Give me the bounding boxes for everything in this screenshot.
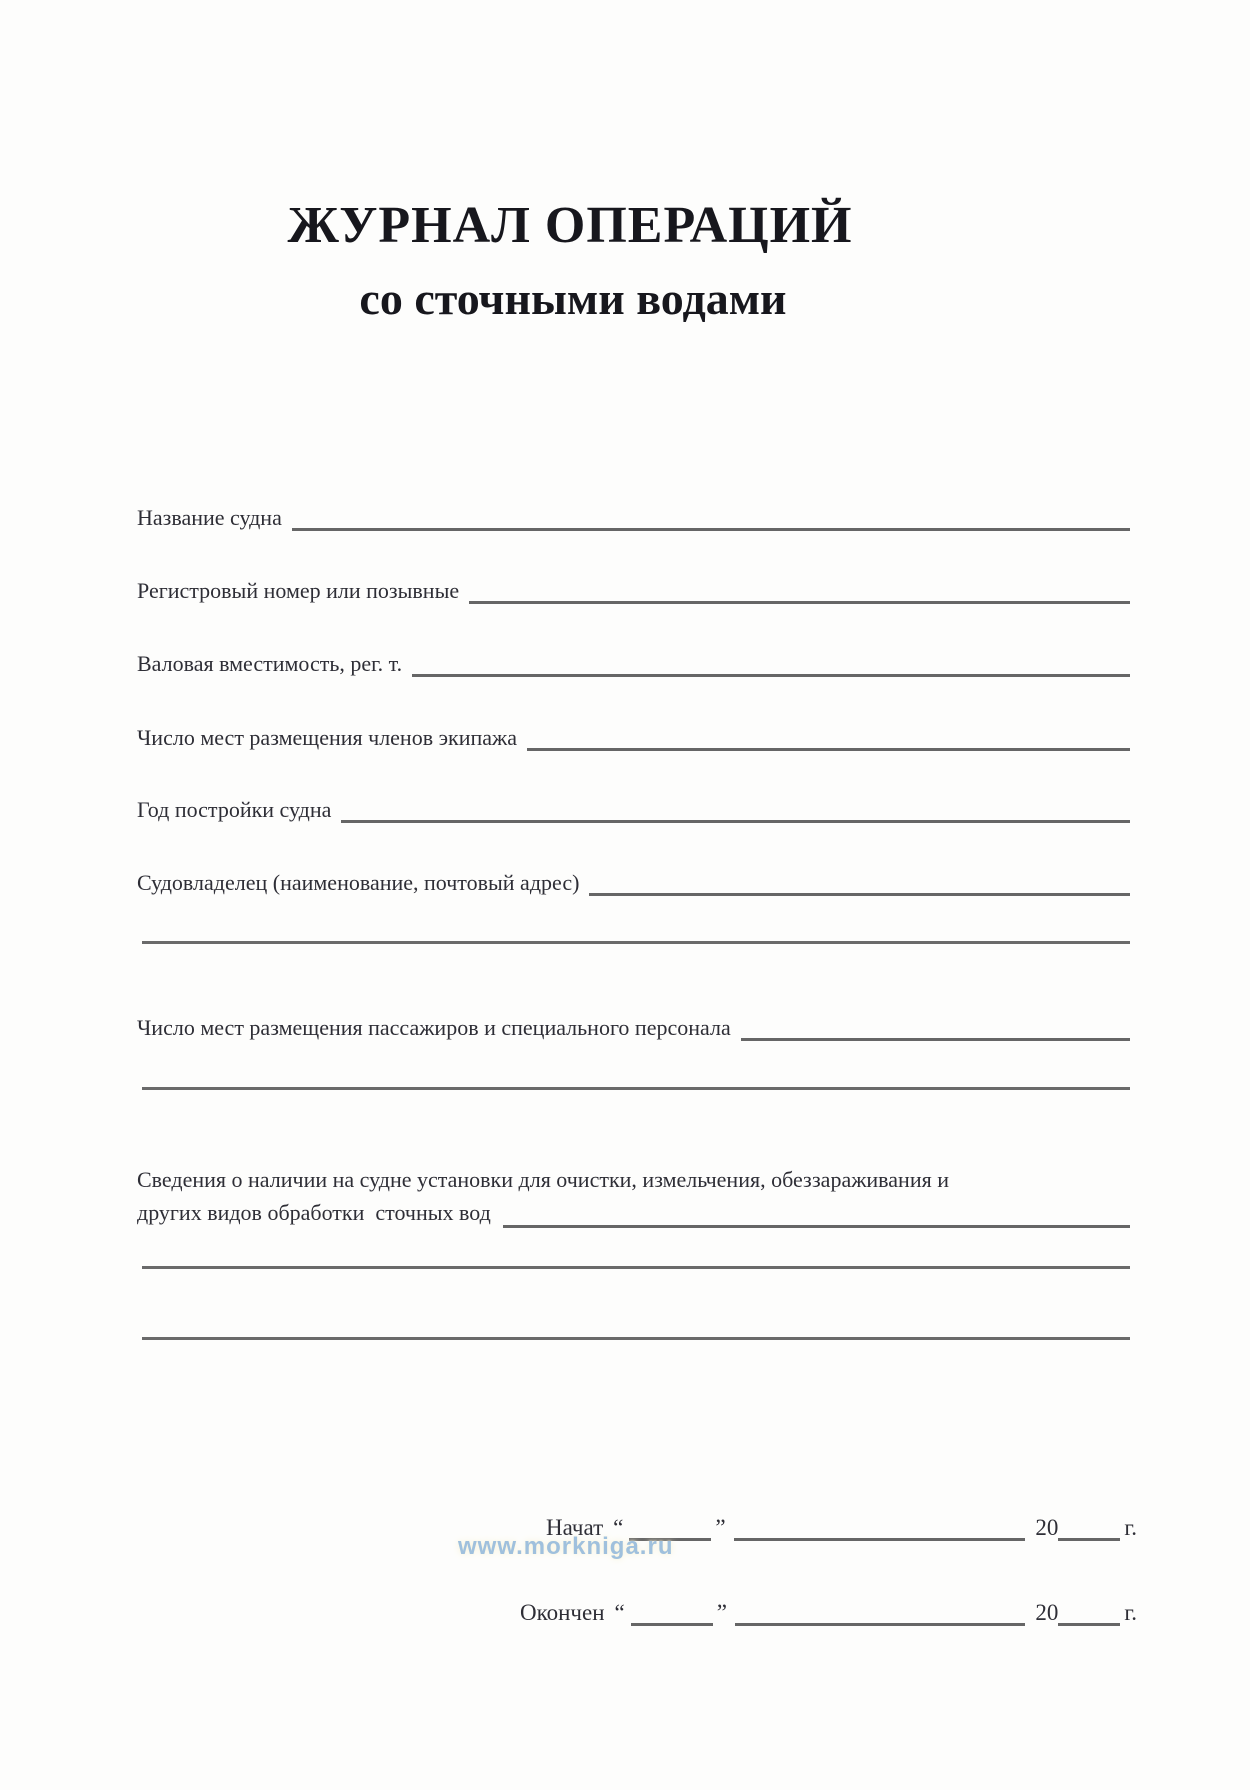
fill-in-line-full (142, 1087, 1130, 1090)
field-label: Число мест размещения членов экипажа (137, 725, 518, 750)
fill-in-line-full (142, 941, 1130, 944)
quote-close: ” (716, 1600, 727, 1625)
watermark: www.morkniga.ru (458, 1533, 674, 1560)
paragraph-line: других видов обработки сточных вод (137, 1200, 491, 1225)
finished-label: Окончен (520, 1600, 605, 1625)
field-label: Число мест размещения пассажиров и специального персонала (137, 1015, 731, 1040)
fill-in-line-full (142, 1337, 1130, 1340)
started-label: Начат (546, 1515, 604, 1540)
fill-in-line-full (142, 1266, 1130, 1269)
field-gross-tonnage (137, 646, 1130, 678)
year-suffix: г. (1124, 1515, 1137, 1540)
field-label: Регистровый номер или позывные (137, 578, 460, 603)
field-year-built (137, 792, 1130, 824)
quote-close: ” (715, 1515, 726, 1540)
quote-open: “ (613, 1515, 624, 1540)
field-registry-number (137, 573, 1130, 605)
quote-open: “ (614, 1600, 625, 1625)
field-label: Валовая вместимость, рег. т. (137, 651, 403, 676)
year-suffix: г. (1124, 1600, 1137, 1625)
century-prefix: 20 (1035, 1515, 1059, 1540)
field-label: Год постройки судна (137, 797, 332, 822)
century-prefix: 20 (1035, 1600, 1059, 1625)
field-label: Название судна (137, 505, 282, 530)
field-ship-name (137, 500, 1130, 532)
finished-date-row (520, 1595, 1137, 1627)
page-subtitle: со сточными водами (359, 273, 787, 324)
field-treatment-equipment (137, 1163, 1130, 1229)
field-label: Судовладелец (наименование, почтовый адрес) (137, 870, 580, 895)
field-shipowner (137, 865, 1130, 897)
page-title: ЖУРНАЛ ОПЕРАЦИЙ (287, 197, 853, 254)
field-passenger-berths (137, 1010, 1130, 1042)
field-crew-berths (137, 720, 1130, 752)
paragraph-line: Сведения о наличии на судне установки для очистки, измельчения, обеззараживания и (137, 1167, 949, 1192)
